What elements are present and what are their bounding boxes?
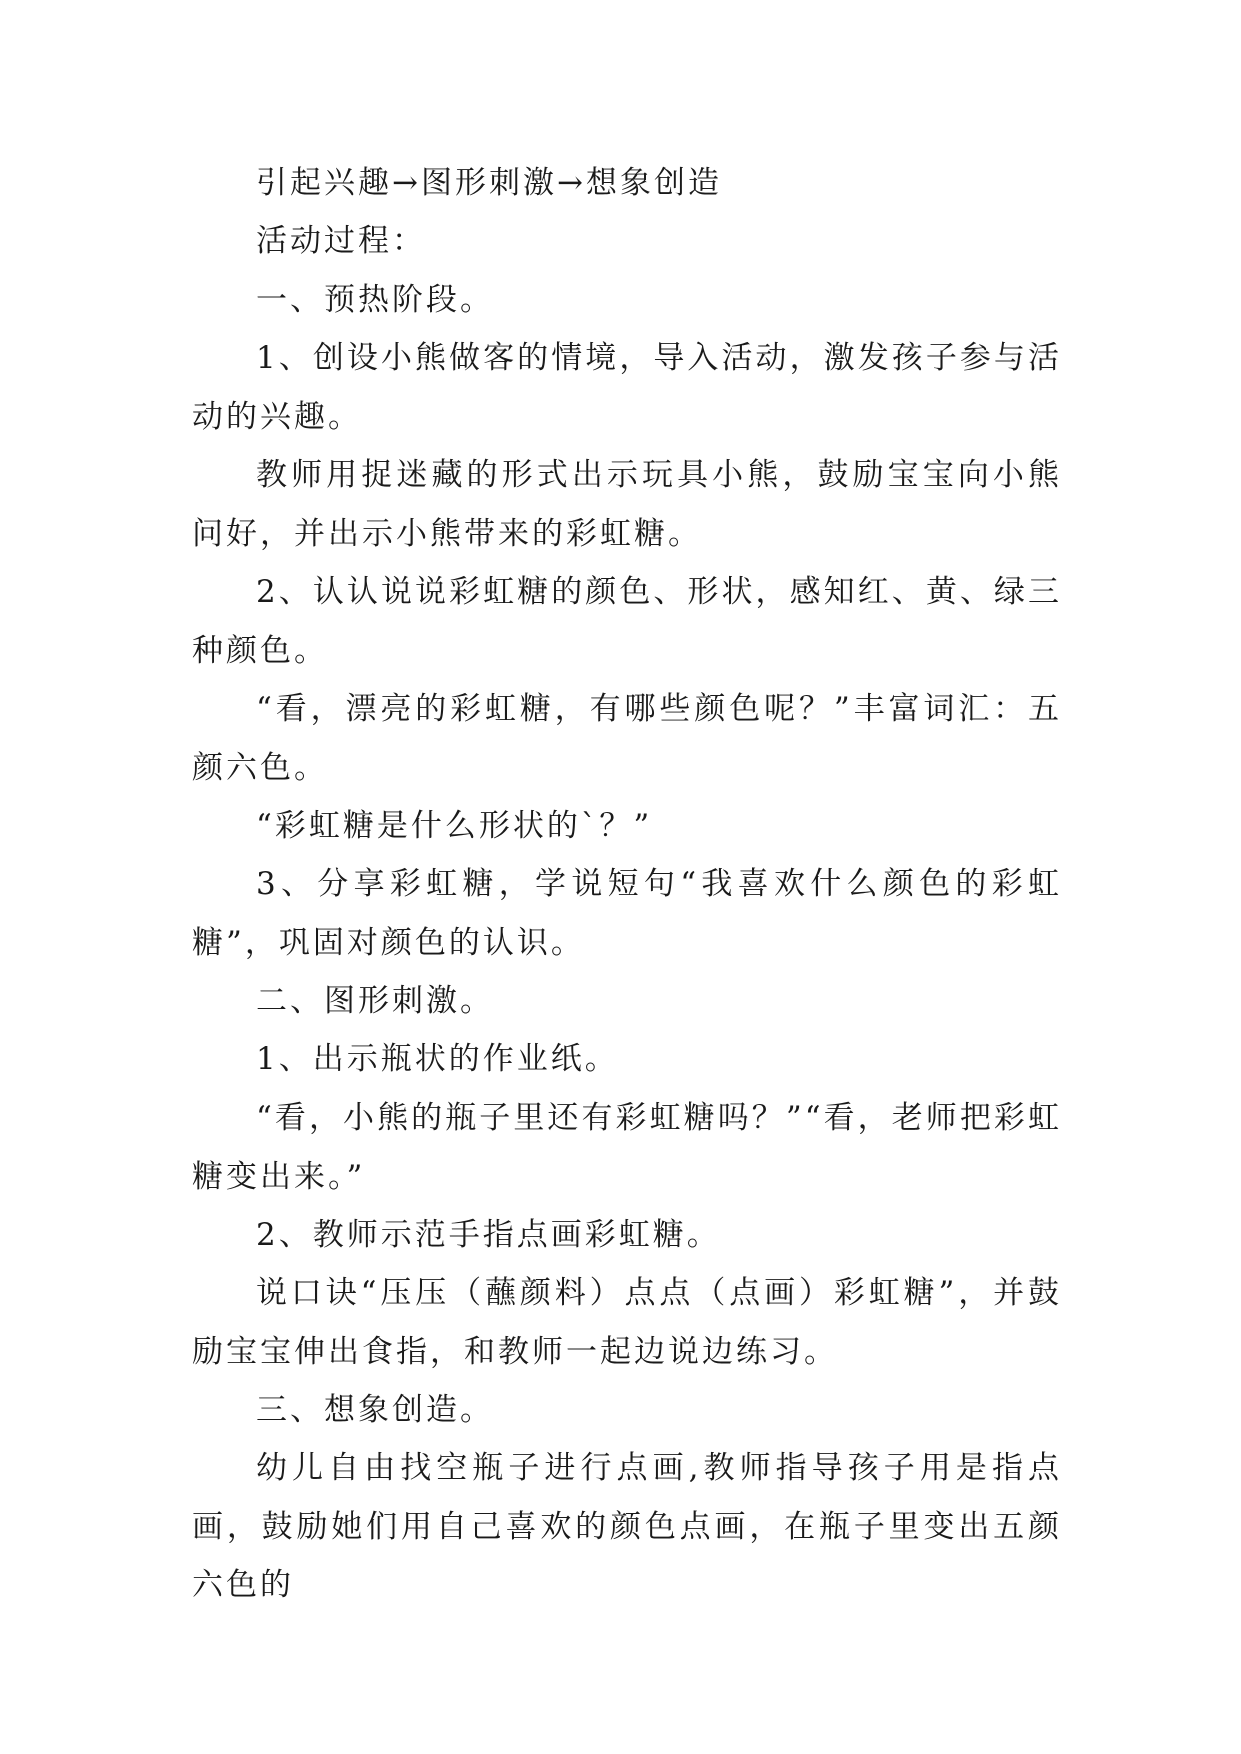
paragraph-quote-colors: “看，漂亮的彩虹糖，有哪些颜色呢？”丰富词汇：五颜六色。	[192, 691, 1062, 786]
paragraph-free-painting: 幼儿自由找空瓶子进行点画,教师指导孩子用是指点画，鼓励她们用自己喜欢的颜色点画，在瓶子里变出五颜六色的	[192, 1450, 1062, 1603]
paragraph-rhyme: 说口诀“压压（蘸颜料）点点（点画）彩虹糖”，并鼓励宝宝伸出食指，和教师一起边说边练习。	[192, 1275, 1062, 1370]
paragraph-step-2: 2、认认说说彩虹糖的颜色、形状，感知红、黄、绿三种颜色。	[192, 574, 1062, 669]
paragraph-quote-shape: “彩虹糖是什么形状的`？”	[256, 808, 653, 844]
section-heading-process: 活动过程：	[256, 223, 426, 259]
flow-summary: 引起兴趣→图形刺激→想象创造	[256, 165, 722, 201]
section-heading-graphic: 二、图形刺激。	[256, 983, 494, 1019]
paragraph-demo: 2、教师示范手指点画彩虹糖。	[256, 1217, 721, 1253]
paragraph-teacher-hide-seek: 教师用捉迷藏的形式出示玩具小熊，鼓励宝宝向小熊问好，并出示小熊带来的彩虹糖。	[192, 457, 1062, 552]
paragraph-show-paper: 1、出示瓶状的作业纸。	[256, 1041, 619, 1077]
section-heading-imagine: 三、想象创造。	[256, 1392, 494, 1428]
section-heading-warmup: 一、预热阶段。	[256, 282, 494, 318]
paragraph-quote-bottle: “看，小熊的瓶子里还有彩虹糖吗？”“看，老师把彩虹糖变出来。”	[192, 1100, 1062, 1195]
paragraph-step-1: 1、创设小熊做客的情境，导入活动，激发孩子参与活动的兴趣。	[192, 340, 1062, 435]
paragraph-step-3: 3、分享彩虹糖，学说短句“我喜欢什么颜色的彩虹糖”，巩固对颜色的认识。	[192, 866, 1062, 961]
